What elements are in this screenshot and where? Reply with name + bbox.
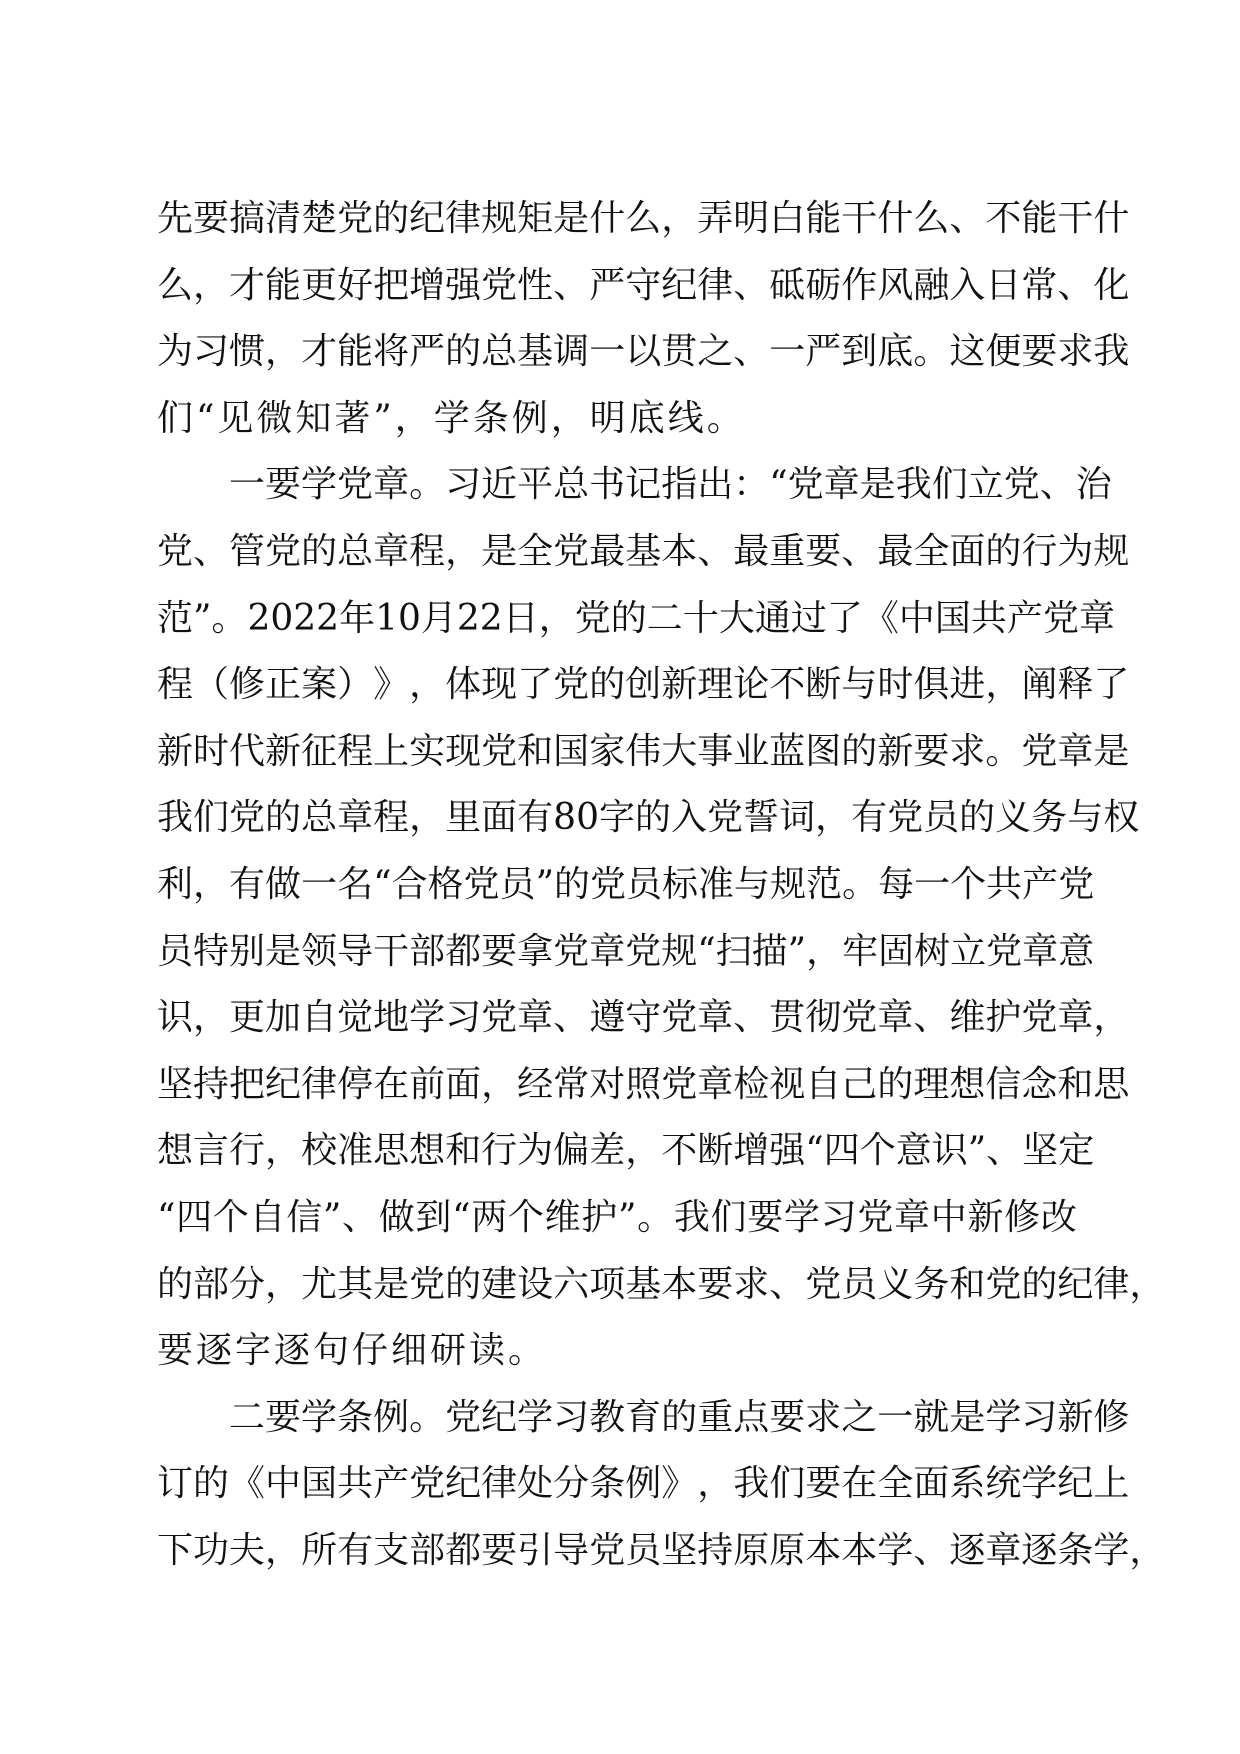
text-line: 要逐字逐句仔细研读。 bbox=[157, 1330, 548, 1372]
text-line: 利 ， 有 做 一 名 “ 合 格 党 员 ” 的 党 员 标 准 与 规 范 。 每 一 个 共 产 党 bbox=[157, 863, 1095, 905]
text-line: 识 ， 更 加 自 觉 地 学 习 党 章 、 遵 守 党 章 、 贯 彻 党 章 、 维 护 党 章 ， bbox=[157, 997, 1130, 1039]
text-line: 范 ” 。 2022 年 10 月 22 日 ， 党 的 二 十 大 通 过 了 《 中 国 共 产 党 章 bbox=[157, 597, 1115, 639]
text-line: “ 四 个 自 信 ” 、 做 到 “ 两 个 维 护 ” 。 我 们 要 学 习 党 章 中 新 修 改 bbox=[157, 1196, 1077, 1238]
text-line: 先 要 搞 清 楚 党 的 纪 律 规 矩 是 什 么 ， 弄 明 白 能 干 什 么 、 不 能 干 什 bbox=[157, 198, 1130, 239]
text-line: 想 言 行 ， 校 准 思 想 和 行 为 偏 差 ， 不 断 增 强 “ 四 个 意 识 ” 、 坚 定 bbox=[157, 1130, 1095, 1172]
text-line: 订 的 《 中 国 共 产 党 纪 律 处 分 条 例 》 ， 我 们 要 在 全 面 系 统 学 纪 上 bbox=[157, 1463, 1130, 1505]
text-line: 一 要 学 党 章 。 习 近 平 总 书 记 指 出 ： “ 党 章 是 我 们 立 党 、 治 bbox=[229, 464, 1112, 506]
text-line: 么 ， 才 能 更 好 把 增 强 党 性 、 严 守 纪 律 、 砥 砺 作 风 融 入 日 常 、 化 bbox=[157, 264, 1130, 306]
text-line: 程 （ 修 正 案 ） 》 ， 体 现 了 党 的 创 新 理 论 不 断 与 时 俱 进 ， 阐 释 了 bbox=[157, 664, 1130, 706]
text-line: 党 、 管 党 的 总 章 程 ， 是 全 党 最 基 本 、 最 重 要 、 最 全 面 的 行 为 规 bbox=[157, 530, 1130, 572]
text-line: 的 部 分 ， 尤 其 是 党 的 建 设 六 项 基 本 要 求 、 党 员 义 务 和 党 的 纪 律 ， bbox=[157, 1263, 1166, 1305]
body-text bbox=[157, 186, 1166, 1584]
text-line: 下 功 夫 ， 所 有 支 部 都 要 引 导 党 员 坚 持 原 原 本 本 学 、 逐 章 逐 条 学 ， bbox=[157, 1529, 1166, 1571]
text-line: 我 们 党 的 总 章 程 ， 里 面 有 80 字 的 入 党 誓 词 ， 有 党 员 的 义 务 与 权 bbox=[157, 797, 1140, 839]
text-line: 员 特 别 是 领 导 干 部 都 要 拿 党 章 党 规 “ 扫 描 ” ， 牢 固 树 立 党 章 意 bbox=[157, 930, 1095, 972]
text-line: 二 要 学 条 例 。 党 纪 学 习 教 育 的 重 点 要 求 之 一 就 是 学 习 新 修 bbox=[229, 1396, 1130, 1438]
text-line: 新 时 代 新 征 程 上 实 现 党 和 国 家 伟 大 事 业 蓝 图 的 新 要 求 。 党 章 是 bbox=[157, 730, 1130, 772]
text-line: 们“见微知著”，学条例，明底线。 bbox=[157, 397, 746, 439]
text-line: 为 习 惯 ， 才 能 将 严 的 总 基 调 一 以 贯 之 、 一 严 到 底 。 这 便 要 求 我 bbox=[157, 331, 1130, 373]
text-line: 坚 持 把 纪 律 停 在 前 面 ， 经 常 对 照 党 章 检 视 自 己 的 理 想 信 念 和 思 bbox=[157, 1063, 1130, 1105]
